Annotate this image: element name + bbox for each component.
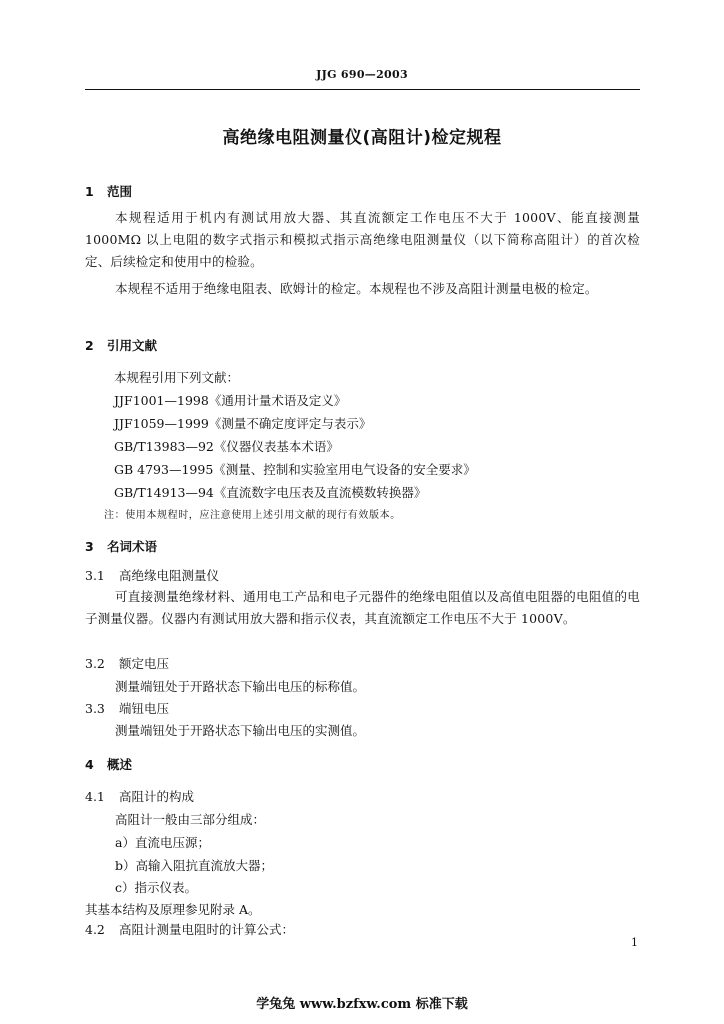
reference-item: JJF1059—1999《测量不确定度评定与表示》 xyxy=(114,416,372,431)
subsection-4-2-heading xyxy=(85,920,294,938)
section-number: 1 xyxy=(85,184,94,199)
term-number: 3.2 xyxy=(85,656,105,671)
composition-intro: 高阻计一般由三部分组成： xyxy=(115,812,266,827)
subsection-4-1-heading xyxy=(85,787,194,805)
section-1-heading xyxy=(85,182,132,200)
term-3-1-definition: 可直接测量绝缘材料、通用电工产品和电子元器件的绝缘电阻值以及高值电阻器的电阻值的电子测量仪器。仪器内有测试用放大器和指示仪表，其直流额定工作电压不大于 1000V。 xyxy=(85,589,640,626)
term-title: 高绝缘电阻测量仪 xyxy=(119,568,220,583)
section-number: 2 xyxy=(85,338,94,353)
term-3-2-heading xyxy=(85,654,169,672)
term-3-1-heading xyxy=(85,566,219,584)
section-number: 3 xyxy=(85,539,94,554)
reference-item: GB/T13983—92《仪器仪表基本术语》 xyxy=(114,439,339,454)
subsection-title: 高阻计测量电阻时的计算公式： xyxy=(119,922,295,937)
composition-item: a）直流电压源； xyxy=(115,835,210,850)
term-3-3-definition: 测量端钮处于开路状态下输出电压的实测值。 xyxy=(115,723,366,738)
reference-item: GB 4793—1995《测量、控制和实验室用电气设备的安全要求》 xyxy=(114,462,476,477)
reference-item: GB/T14913—94《直流数字电压表及直流模数转换器》 xyxy=(114,485,427,500)
term-3-2-definition: 测量端钮处于开路状态下输出电压的标称值。 xyxy=(115,679,366,694)
subsection-number: 4.1 xyxy=(85,789,105,804)
page-number: 1 xyxy=(631,936,638,949)
subsection-title: 高阻计的构成 xyxy=(119,789,195,804)
reference-item: JJF1001—1998《通用计量术语及定义》 xyxy=(114,393,347,408)
references-note: 注：使用本规程时，应注意使用上述引用文献的现行有效版本。 xyxy=(104,510,401,521)
term-number: 3.1 xyxy=(85,568,105,583)
section-2-heading xyxy=(85,336,157,354)
term-title: 端钮电压 xyxy=(119,701,170,716)
section-1-paragraph-1: 本规程适用于机内有测试用放大器、其直流额定工作电压不大于 1000V、能直接测量 1000MΩ 以上电阻的数字式指示和模拟式指示高绝缘电阻测量仪（以下简称高阻计）的首次检定、后续检定和使用中的检验。 xyxy=(85,210,640,269)
references-intro: 本规程引用下列文献： xyxy=(114,370,240,385)
footer-watermark: 学兔兔 www.bzfxw.com 标准下载 xyxy=(256,997,468,1012)
composition-item: b）高输入阻抗直流放大器； xyxy=(115,858,274,873)
section-title: 引用文献 xyxy=(107,338,158,353)
section-4-heading xyxy=(85,755,132,773)
section-title: 概述 xyxy=(107,757,133,772)
document-code-header: JJG 690—2003 xyxy=(316,68,408,81)
section-3-heading xyxy=(85,537,157,555)
section-title: 名词术语 xyxy=(107,539,158,554)
appendix-reference: 其基本结构及原理参见附录 A。 xyxy=(85,902,261,917)
header-rule xyxy=(85,89,640,90)
term-number: 3.3 xyxy=(85,701,105,716)
section-title: 范围 xyxy=(107,184,133,199)
term-title: 额定电压 xyxy=(119,656,170,671)
composition-item: c）指示仪表。 xyxy=(115,880,198,895)
term-3-3-heading xyxy=(85,699,169,717)
section-number: 4 xyxy=(85,757,94,772)
subsection-number: 4.2 xyxy=(85,922,105,937)
section-1-paragraph-2: 本规程不适用于绝缘电阻表、欧姆计的检定。本规程也不涉及高阻计测量电极的检定。 xyxy=(115,281,598,296)
document-title: 高绝缘电阻测量仪(高阻计)检定规程 xyxy=(222,128,502,148)
